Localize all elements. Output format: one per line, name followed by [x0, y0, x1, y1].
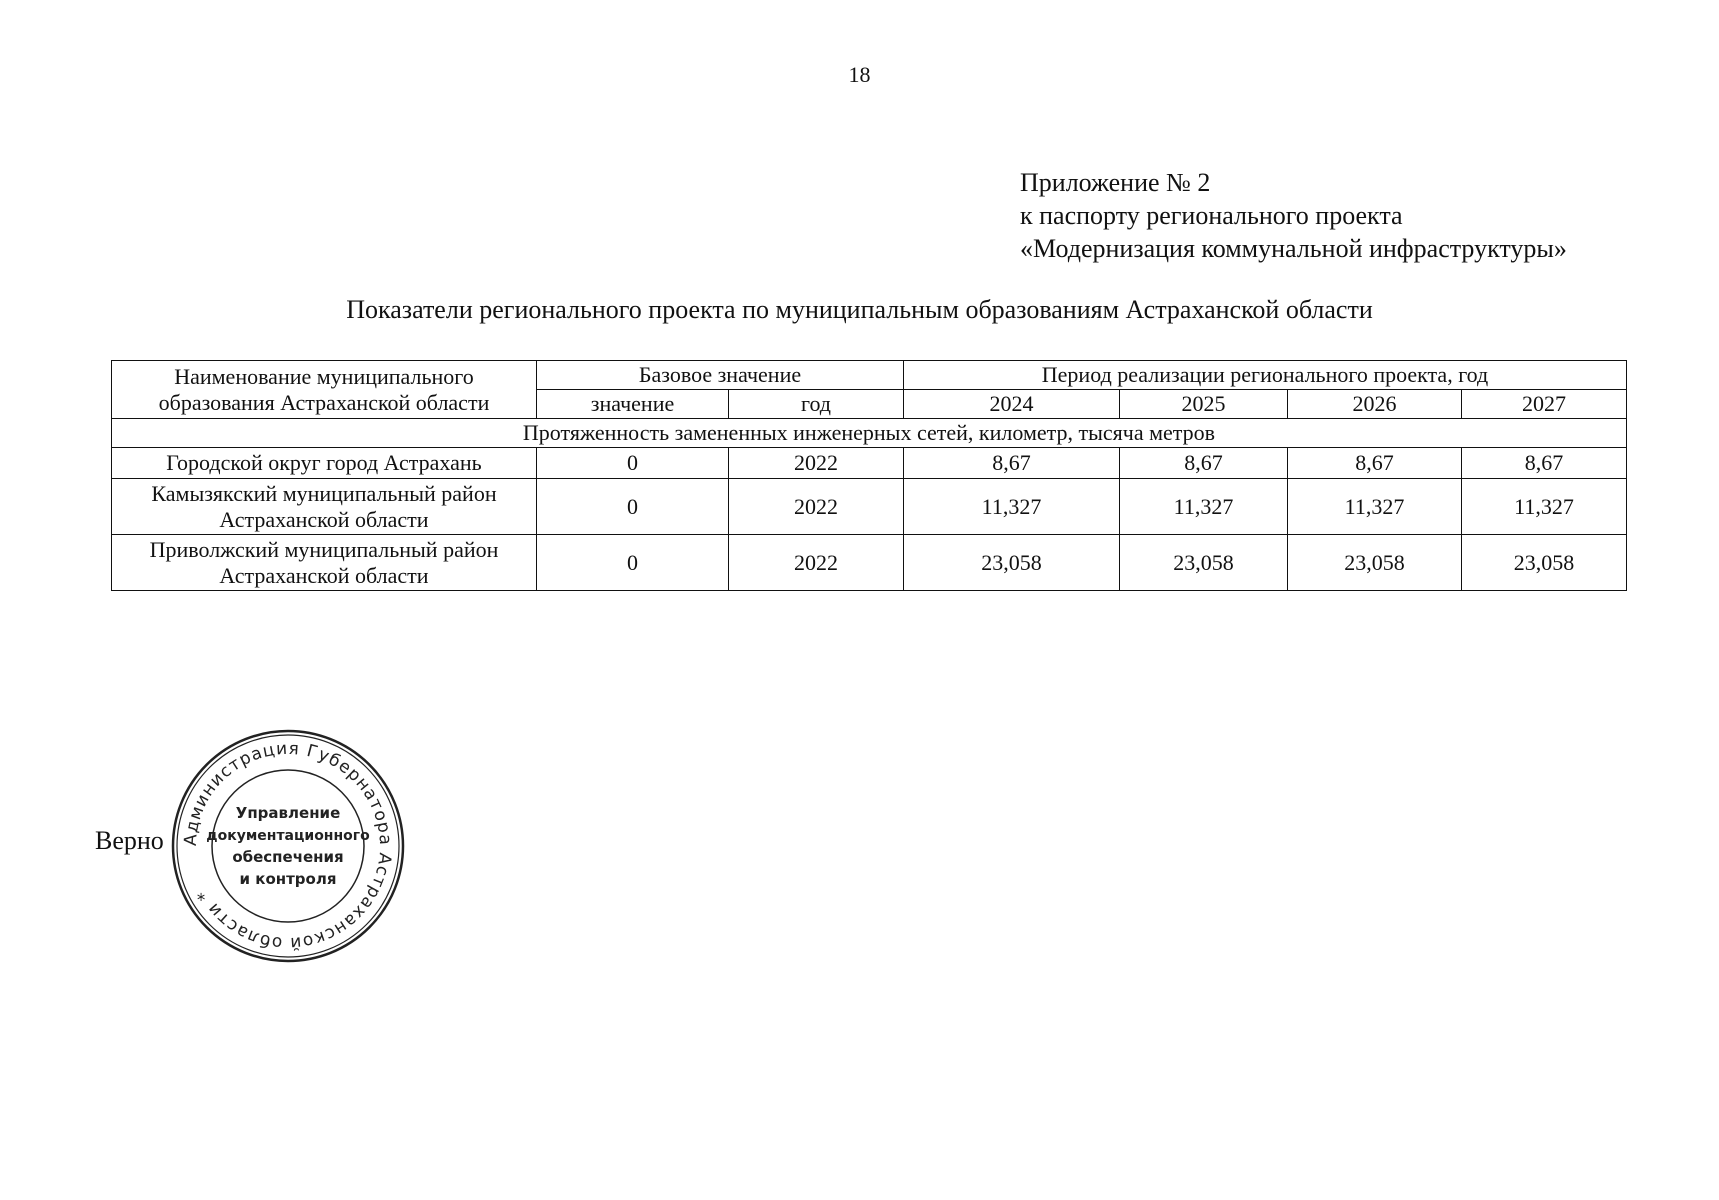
- subheader-year: год: [729, 390, 904, 419]
- base-year-cell: 2022: [729, 479, 904, 535]
- base-year-cell: 2022: [729, 535, 904, 591]
- stamp-outer-ring-inner: [177, 735, 399, 957]
- subheader-value: значение: [537, 390, 729, 419]
- stamp-ring-text: Администрация Губернатора Астраханской области *: [180, 738, 396, 954]
- section-title: Протяженность замененных инженерных сетей, километр, тысяча метров: [112, 419, 1627, 448]
- municipality-name-line-1: Приволжский муниципальный район: [149, 536, 499, 562]
- document-title: Показатели регионального проекта по муниципальным образованиям Астраханской области: [346, 295, 1373, 324]
- municipality-name-line-1: Камызякский муниципальный район: [151, 480, 497, 506]
- stamp-center-line-4: и контроля: [239, 870, 337, 888]
- header-municipality-line-1: Наименование муниципального: [174, 363, 474, 389]
- value-2026-cell: 23,058: [1288, 535, 1462, 591]
- official-stamp: [170, 728, 406, 964]
- table-row: [112, 535, 1627, 591]
- value-2025-cell: 11,327: [1120, 479, 1288, 535]
- page-number: 18: [848, 62, 871, 87]
- value-2027-cell: 23,058: [1462, 535, 1627, 591]
- municipality-name: [112, 448, 537, 479]
- value-2024-cell: 11,327: [904, 479, 1120, 535]
- appendix-block: [1020, 166, 1567, 265]
- value-2026-cell: 8,67: [1288, 448, 1462, 479]
- value-2027-cell: 8,67: [1462, 448, 1627, 479]
- header-municipality: [112, 361, 537, 419]
- subheader-year-2026: 2026: [1288, 390, 1462, 419]
- subheader-year-2025: 2025: [1120, 390, 1288, 419]
- table-row: [112, 448, 1627, 479]
- value-2024-cell: 23,058: [904, 535, 1120, 591]
- value-2025-cell: 8,67: [1120, 448, 1288, 479]
- value-2024-cell: 8,67: [904, 448, 1120, 479]
- municipality-name: [112, 535, 537, 591]
- value-2026-cell: 11,327: [1288, 479, 1462, 535]
- header-municipality-line-2: образования Астраханской области: [158, 389, 490, 415]
- municipality-name-line-2: Астраханской области: [219, 506, 429, 532]
- stamp-outer-ring: [173, 731, 403, 961]
- stamp-inner-ring: [212, 770, 364, 922]
- section-row: [112, 419, 1627, 448]
- stamp-center-line-3: обеспечения: [232, 848, 344, 866]
- subheader-year-2027: 2027: [1462, 390, 1627, 419]
- verno-label: Верно: [95, 826, 164, 855]
- header-base-value: Базовое значение: [537, 361, 904, 390]
- appendix-line-3: «Модернизация коммунальной инфраструктуры»: [1020, 234, 1567, 263]
- base-value-cell: 0: [537, 535, 729, 591]
- stamp-center-line-2: документационного: [206, 828, 370, 844]
- header-period: Период реализации регионального проекта, год: [904, 361, 1627, 390]
- base-value-cell: 0: [537, 479, 729, 535]
- base-year-cell: 2022: [729, 448, 904, 479]
- indicators-table: [111, 360, 1627, 591]
- base-value-cell: 0: [537, 448, 729, 479]
- subheader-year-2024: 2024: [904, 390, 1120, 419]
- municipality-name-line-1: Городской округ город Астрахань: [166, 450, 482, 475]
- table-row: [112, 479, 1627, 535]
- appendix-line-1: Приложение № 2: [1020, 168, 1211, 197]
- municipality-name: [112, 479, 537, 535]
- stamp-center-line-1: Управление: [235, 804, 341, 822]
- value-2025-cell: 23,058: [1120, 535, 1288, 591]
- value-2027-cell: 11,327: [1462, 479, 1627, 535]
- table-header-row: [112, 361, 1627, 390]
- municipality-name-line-2: Астраханской области: [219, 562, 429, 588]
- appendix-line-2: к паспорту регионального проекта: [1020, 201, 1403, 230]
